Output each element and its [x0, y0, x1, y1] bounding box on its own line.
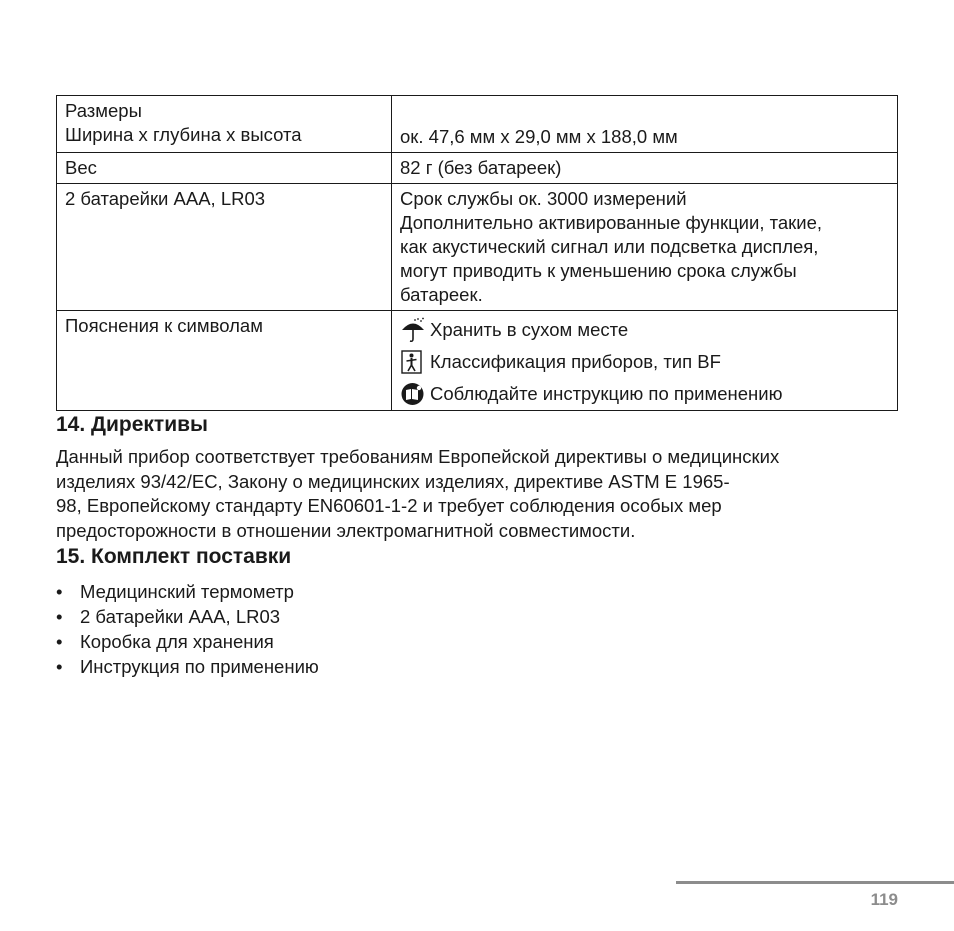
table-row	[57, 153, 898, 184]
weight-label: Вес	[57, 153, 392, 184]
value-line: батареек.	[400, 284, 483, 305]
bullet: •	[56, 631, 63, 652]
table-row	[57, 311, 898, 411]
paragraph-line: изделиях 93/42/EC, Закону о медицинских изделиях, директиве ASTM E 1965-	[56, 470, 730, 492]
paragraph-line: предосторожности в отношении электромагнитной совместимости.	[56, 519, 636, 541]
label-line: Ширина x глубина x высота	[65, 124, 302, 145]
table-row	[57, 96, 898, 153]
symbol-row-type-bf	[400, 346, 889, 378]
batteries-label: 2 батарейки AAA, LR03	[57, 184, 392, 311]
dimensions-value: ок. 47,6 мм x 29,0 мм x 188,0 мм	[392, 96, 898, 153]
value-line: Срок службы ок. 3000 измерений	[400, 188, 687, 209]
label-line: Размеры	[65, 100, 142, 121]
table-row	[57, 184, 898, 311]
paragraph-line: Данный прибор соответствует требованиям Европейской директивы о медицинских	[56, 446, 780, 467]
value-line: как акустический сигнал или подсветка дисплея,	[400, 236, 819, 257]
paragraph-line: 98, Европейскому стандарту EN60601-1-2 и требует соблюдения особых мер	[56, 495, 722, 516]
bullet: •	[56, 606, 63, 627]
umbrella-rain-icon	[400, 317, 426, 343]
section-15-heading: 15. Комплект поставки	[56, 545, 292, 568]
specifications-table	[56, 95, 898, 411]
value-line: Дополнительно активированные функции, такие,	[400, 212, 823, 233]
bullet: •	[56, 656, 63, 677]
batteries-value	[392, 184, 898, 311]
symbols-value	[392, 311, 898, 411]
instructions-manual-icon	[400, 381, 426, 407]
section-14-heading: 14. Директивы	[56, 413, 208, 436]
list-item-text: 2 батарейки AAA, LR03	[80, 606, 281, 627]
list-item	[56, 604, 898, 629]
list-item-text: Инструкция по применению	[80, 656, 319, 677]
bullet: •	[56, 581, 63, 602]
symbol-text: Классификация приборов, тип BF	[430, 351, 721, 372]
list-item	[56, 579, 898, 604]
footer-rule	[676, 881, 954, 884]
symbol-row-keep-dry	[400, 314, 889, 346]
delivery-contents-list	[56, 579, 898, 679]
section-14-paragraph	[56, 445, 898, 543]
value-line: могут приводить к уменьшению срока службы	[400, 260, 797, 281]
list-item	[56, 654, 898, 679]
symbol-row-instructions	[400, 378, 889, 410]
type-bf-applied-part-icon	[400, 349, 426, 375]
dimensions-label	[57, 96, 392, 153]
symbols-label: Пояснения к символам	[57, 311, 392, 411]
symbol-text: Соблюдайте инструкцию по применению	[430, 383, 783, 404]
page-number: 119	[870, 890, 898, 909]
weight-value: 82 г (без батареек)	[392, 153, 898, 184]
list-item-text: Коробка для хранения	[80, 631, 274, 652]
symbol-text: Хранить в сухом месте	[430, 319, 629, 340]
list-item-text: Медицинский термометр	[80, 581, 294, 602]
list-item	[56, 629, 898, 654]
page-content	[56, 95, 898, 679]
